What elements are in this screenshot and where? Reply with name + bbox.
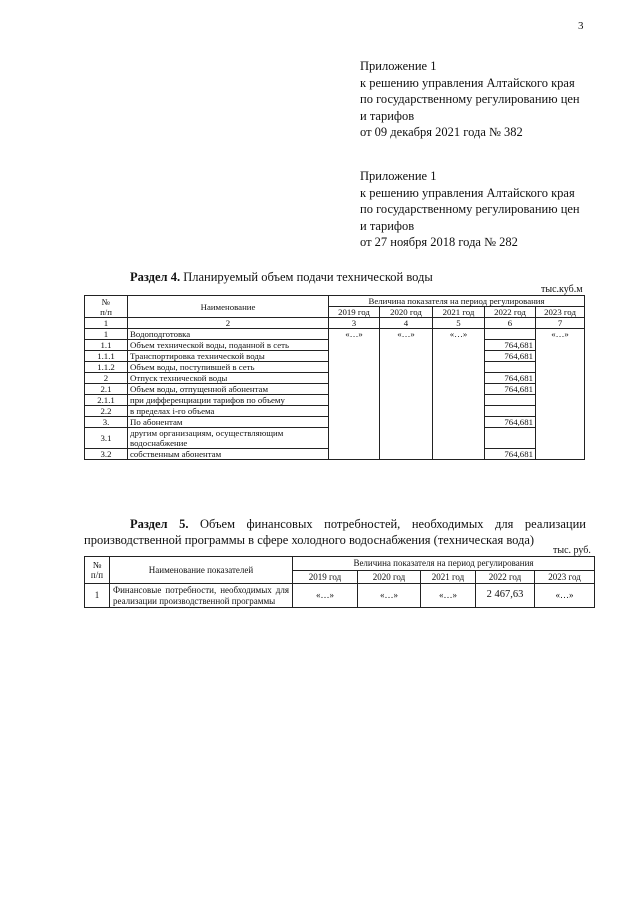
appendix-line: Приложение 1: [360, 59, 437, 73]
page-number: 3: [578, 20, 584, 32]
row-num: 1: [85, 329, 128, 340]
section4-table: [84, 295, 585, 460]
header-year: 2023 год: [535, 570, 595, 584]
row-value-2023: «…»: [535, 584, 595, 608]
row-value-2022: 764,681: [485, 449, 536, 460]
row-value-2022: [485, 395, 536, 406]
row-value-2022: 2 467,63: [476, 584, 535, 608]
appendix-previous: [360, 168, 580, 251]
appendix-line: от 27 ноября 2018 года № 282: [360, 235, 518, 249]
row-value-2021: «…»: [433, 329, 485, 460]
row-num: 2.2: [85, 406, 128, 417]
col-number: 3: [329, 318, 380, 329]
section5-table: [84, 556, 595, 608]
row-value-2019: «…»: [329, 329, 380, 460]
header-period: Величина показателя на период регулирования: [329, 296, 585, 307]
row-name: при дифференциации тарифов по объему: [128, 395, 329, 406]
appendix-line: и тарифов: [360, 218, 415, 233]
row-name: другим организациям, осуществляющим водоснабжение: [128, 428, 329, 449]
header-year: 2019 год: [329, 307, 380, 318]
header-period: Величина показателя на период регулирования: [293, 557, 595, 571]
row-name: Транспортировка технической воды: [128, 351, 329, 362]
appendix-line: Приложение 1: [360, 169, 437, 183]
appendix-line: и тарифов: [360, 108, 415, 123]
row-num: 3.2: [85, 449, 128, 460]
row-num: 1.1.2: [85, 362, 128, 373]
row-value-2020: «…»: [358, 584, 421, 608]
row-num: 1: [85, 584, 110, 608]
appendix-line: к решению управления Алтайского края: [360, 185, 575, 200]
header-name: Наименование показателей: [110, 557, 293, 584]
row-name: По абонентам: [128, 417, 329, 428]
row-num: 2.1.1: [85, 395, 128, 406]
row-value-2022: 764,681: [485, 384, 536, 395]
row-name: Объем технической воды, поданной в сеть: [128, 340, 329, 351]
header-year: 2019 год: [293, 570, 358, 584]
header-year: 2021 год: [433, 307, 485, 318]
row-name: Объем воды, поступившей в сеть: [128, 362, 329, 373]
row-name: в пределах i-го объема: [128, 406, 329, 417]
section5-title-rest: Объем финансовых потребностей, необходимых для реализации производственной программы в сфере холодного водоснабжения (техническая вода): [84, 517, 586, 547]
col-number: 4: [380, 318, 433, 329]
col-number: 6: [485, 318, 536, 329]
row-name: Водоподготовка: [128, 329, 329, 340]
row-name: собственным абонентам: [128, 449, 329, 460]
row-value-2022: [485, 406, 536, 417]
header-year: 2021 год: [421, 570, 476, 584]
header-year: 2020 год: [358, 570, 421, 584]
header-name: Наименование: [128, 296, 329, 318]
row-value-2022: 764,681: [485, 340, 536, 351]
row-num: 1.1.1: [85, 351, 128, 362]
row-num: 2.1: [85, 384, 128, 395]
header-year: 2022 год: [476, 570, 535, 584]
row-num: 3.1: [85, 428, 128, 449]
section4-title-rest: Планируемый объем подачи технической воды: [180, 270, 433, 284]
section4-unit: тыс.куб.м: [541, 284, 583, 295]
appendix-line: по государственному регулированию цен: [360, 92, 580, 106]
section5-title: [84, 516, 586, 548]
row-name: Финансовые потребности, необходимых для реализации производственной программы: [110, 584, 293, 608]
header-year: 2023 год: [536, 307, 585, 318]
appendix-current: [360, 58, 580, 141]
row-name: Отпуск технической воды: [128, 373, 329, 384]
row-num: 3.: [85, 417, 128, 428]
row-value-2022: [485, 329, 536, 340]
col-number: 7: [536, 318, 585, 329]
table-row: [85, 584, 595, 608]
row-num: 1.1: [85, 340, 128, 351]
section5-title-bold: Раздел 5.: [130, 517, 189, 531]
col-number: 2: [128, 318, 329, 329]
appendix-line: от 09 декабря 2021 года № 382: [360, 125, 523, 139]
section4-title: [130, 270, 433, 285]
section4-title-bold: Раздел 4.: [130, 270, 181, 284]
header-num: № п/п: [85, 557, 110, 584]
row-value-2022: 764,681: [485, 351, 536, 362]
row-num: 2: [85, 373, 128, 384]
row-value-2022: 764,681: [485, 373, 536, 384]
row-value-2022: [485, 362, 536, 373]
section5-unit: тыс. руб.: [553, 545, 591, 556]
header-num: № п/п: [85, 296, 128, 318]
row-value-2021: «…»: [421, 584, 476, 608]
row-value-2020: «…»: [380, 329, 433, 460]
col-number: 1: [85, 318, 128, 329]
header-year: 2020 год: [380, 307, 433, 318]
row-value-2023: «…»: [536, 329, 585, 460]
appendix-line: к решению управления Алтайского края: [360, 75, 575, 90]
col-number: 5: [433, 318, 485, 329]
appendix-line: по государственному регулированию цен: [360, 202, 580, 216]
row-name: Объем воды, отпущенной абонентам: [128, 384, 329, 395]
row-value-2022: 764,681: [485, 417, 536, 428]
row-value-2019: «…»: [293, 584, 358, 608]
table-row: [85, 329, 585, 340]
row-value-2022: [485, 428, 536, 449]
header-year: 2022 год: [485, 307, 536, 318]
